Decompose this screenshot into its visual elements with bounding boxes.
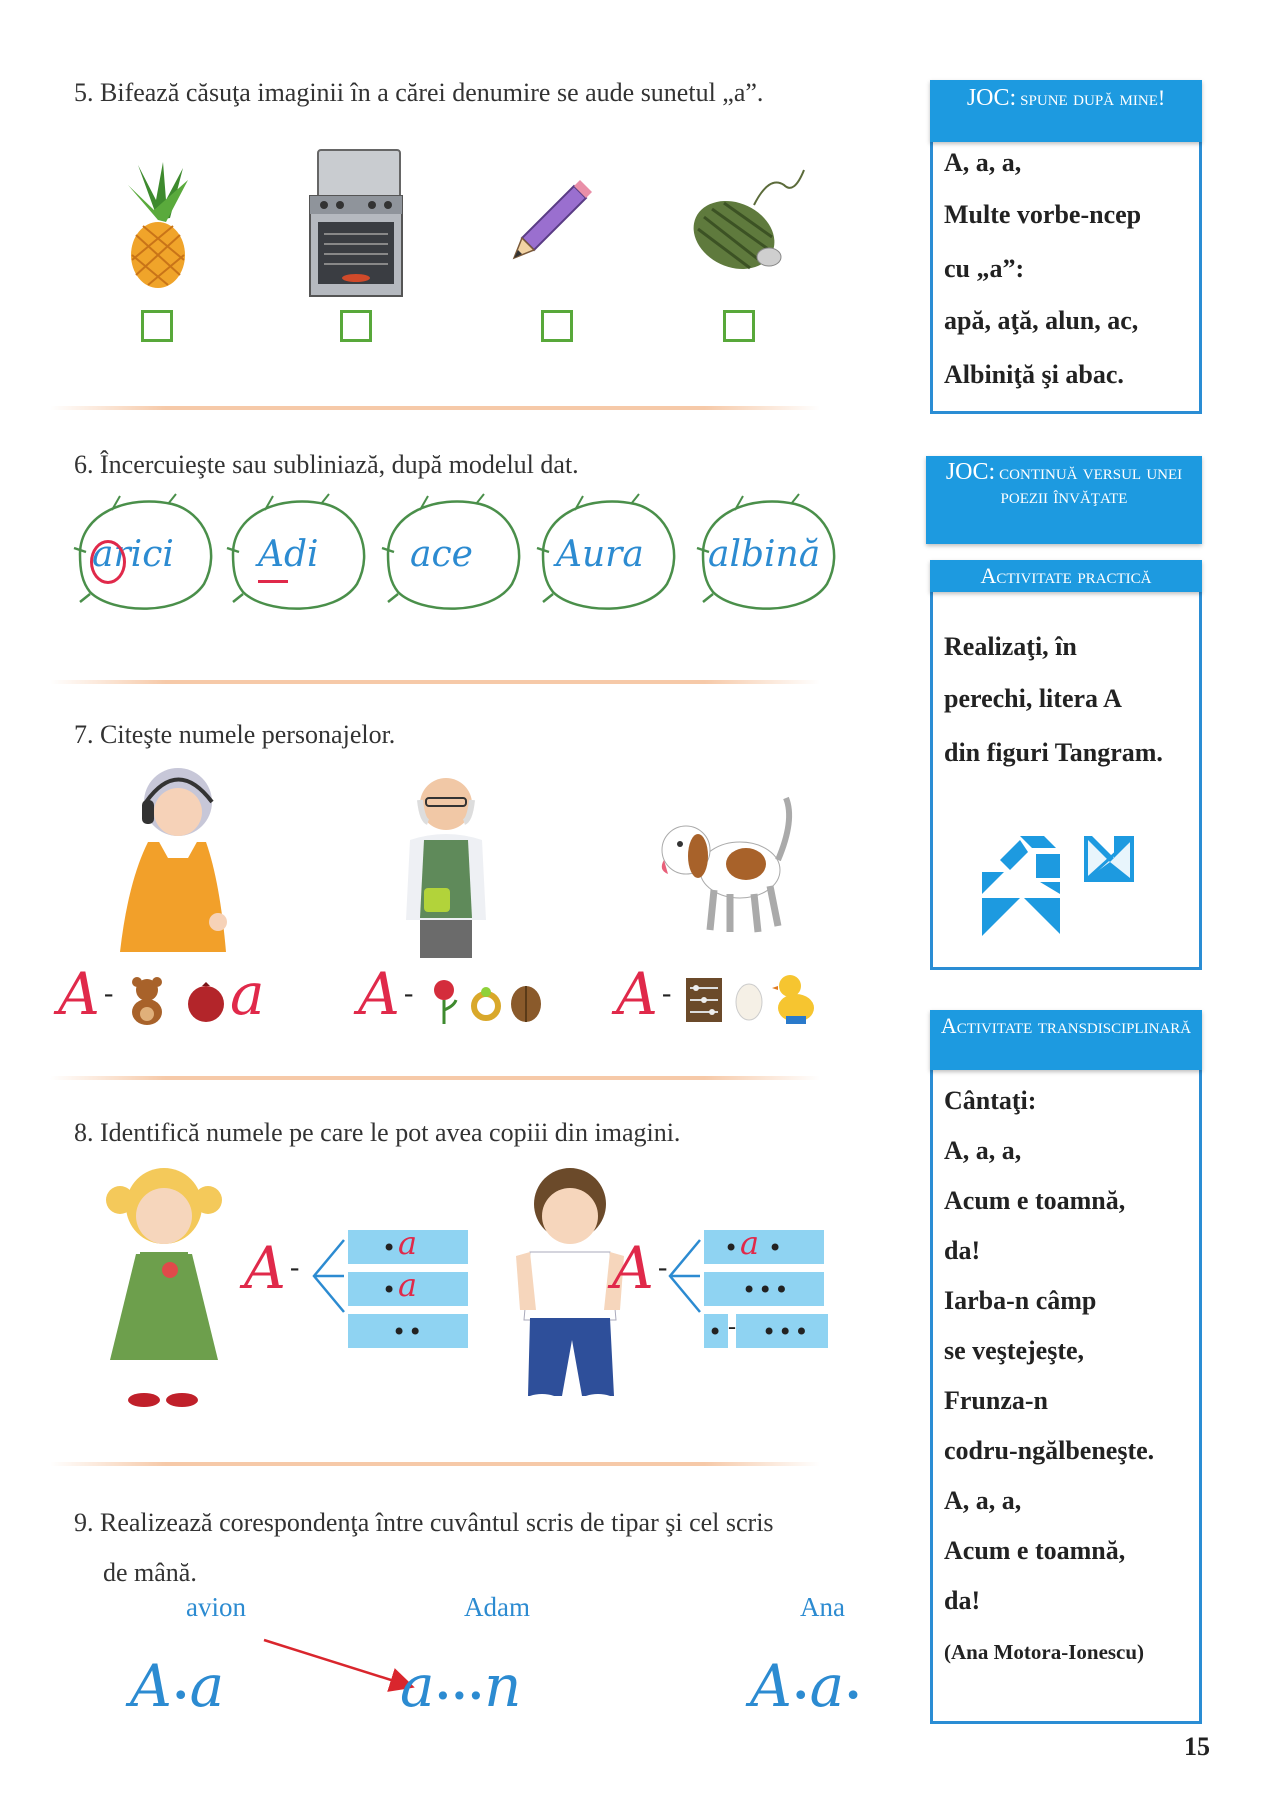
leaf-word-1: Adi <box>258 534 319 575</box>
panel3-line: da! <box>944 1586 981 1615</box>
dash: - <box>290 1252 300 1283</box>
girl-icon <box>100 1160 230 1410</box>
panel1-line: apă, aţă, alun, ac, <box>944 306 1139 335</box>
slot-letter: a <box>398 1224 418 1262</box>
ex7-tail-a: a <box>230 960 265 1028</box>
ex7-letter-A: A <box>616 960 658 1028</box>
ex8-boy-letter-A: A <box>612 1234 654 1302</box>
separator <box>50 1076 820 1080</box>
panel3-line: Frunza-n <box>944 1386 1048 1415</box>
panel2-line: Realizaţi, în <box>944 632 1077 661</box>
panel1-line: A, a, a, <box>944 148 1022 177</box>
print-word-ana: Ana <box>800 1592 845 1622</box>
rose-icon <box>424 978 464 1026</box>
page-number: 15 <box>1184 1732 1210 1761</box>
panel2-line: perechi, litera A <box>944 684 1122 713</box>
panel3-line: Acum e toamnă, <box>944 1536 1126 1565</box>
leaf-first-letter: a <box>92 534 114 575</box>
pomegranate-icon <box>184 982 228 1022</box>
slot-dots: • <box>708 1318 725 1346</box>
checkbox-yarn[interactable] <box>723 310 755 342</box>
leaf-word-4: albină <box>708 534 821 575</box>
name-slot-1 <box>704 1230 824 1264</box>
print-word-avion: avion <box>186 1592 246 1622</box>
slot-dots: ••• <box>742 1276 791 1304</box>
panel3-line: codru-ngălbeneşte. <box>944 1436 1155 1465</box>
checkbox-stove[interactable] <box>340 310 372 342</box>
panel1-line: Multe vorbe-ncep <box>944 200 1142 229</box>
yarn-icon <box>684 165 814 285</box>
match-arrow <box>260 1636 420 1696</box>
panel3-line: Iarba-n câmp <box>944 1286 1097 1315</box>
panel2-subtitle: Activitate practică <box>930 560 1202 592</box>
separator <box>50 1462 820 1466</box>
panel3-line: Acum e toamnă, <box>944 1186 1126 1215</box>
leaf-first-letter: A <box>556 534 582 575</box>
checkbox-pencil[interactable] <box>541 310 573 342</box>
ex7-letter-A: A <box>358 960 400 1028</box>
panel2-line: din figuri Tangram. <box>944 738 1163 767</box>
slot-dots: • <box>382 1276 399 1304</box>
panel2-title: JOC: continuă versul unei poezii învăţate <box>926 456 1202 544</box>
slot-dots: ••• <box>762 1318 811 1346</box>
slot-dots: • <box>382 1234 399 1262</box>
dash: - <box>728 1314 736 1340</box>
dash: - <box>658 1252 668 1283</box>
underline-mark <box>258 580 288 583</box>
teddy-bear-icon <box>124 976 170 1026</box>
leaf-first-letter: a <box>708 534 730 575</box>
stove-icon <box>306 148 406 298</box>
separator <box>50 680 820 684</box>
dash: - <box>104 978 114 1009</box>
leaf-word-3: Aura <box>556 534 644 575</box>
ex7-letter-A: A <box>58 960 100 1028</box>
duckling-icon <box>772 972 818 1026</box>
separator <box>50 406 820 410</box>
leaf-word-2: ace <box>410 534 473 575</box>
leaf-first-letter: a <box>410 534 432 575</box>
circle-mark <box>90 540 126 584</box>
panel3-author: (Ana Motora-Ionescu) <box>944 1640 1145 1664</box>
slot-letter: a <box>740 1224 760 1262</box>
ex8-title: 8. Identifică numele pe care le pot avea copiii din imagini. <box>74 1118 681 1147</box>
slot-dots: •• <box>392 1318 425 1346</box>
tangram-icon <box>980 832 1130 942</box>
panel3-line: A, a, a, <box>944 1486 1022 1515</box>
abacus-icon <box>684 976 724 1024</box>
pencil-icon <box>512 180 592 270</box>
dog-icon <box>650 790 800 940</box>
dash: - <box>404 978 414 1009</box>
cursive-word-1: A•a <box>130 1652 225 1720</box>
ex5-title: 5. Bifează căsuţa imaginii în a cărei denumire se aude sunetul „a”. <box>74 78 764 107</box>
print-word-adam: Adam <box>464 1592 530 1622</box>
cursive-word-3: A•a• <box>750 1652 862 1720</box>
branch-arrow-girl <box>308 1232 348 1342</box>
panel3-line: se veştejeşte, <box>944 1336 1085 1365</box>
egg-icon <box>734 980 764 1022</box>
slot-dots: • <box>724 1234 741 1262</box>
panel1-line: cu „a”: <box>944 254 1025 283</box>
ex9-title-line2: de mână. <box>103 1558 197 1587</box>
cursive-word-2: a•••n <box>400 1652 522 1720</box>
leaf-first-letter: A <box>258 534 284 575</box>
leaf-word-0: arici <box>92 534 174 575</box>
ex8-girl-letter-A: A <box>244 1234 286 1302</box>
ex6-title: 6. Încercuieşte sau subliniază, după modelul dat. <box>74 450 579 479</box>
panel3-line: A, a, a, <box>944 1136 1022 1165</box>
walnut-icon <box>508 984 544 1024</box>
grandpa-icon <box>386 770 506 960</box>
ring-icon <box>468 986 504 1022</box>
pineapple-icon <box>118 160 198 285</box>
panel3-title: Activitate transdisciplinară <box>930 1010 1202 1070</box>
ex9-title-line1: 9. Realizează corespondenţa între cuvântul scris de tipar şi cel scris <box>74 1508 774 1537</box>
panel1-line: Albiniţă şi abac. <box>944 360 1124 389</box>
slot-dots: • <box>768 1234 785 1262</box>
panel3-line: Cântaţi: <box>944 1086 1037 1115</box>
ex7-title: 7. Citeşte numele personajelor. <box>74 720 396 749</box>
dash: - <box>662 978 672 1009</box>
grandma-icon <box>108 762 238 962</box>
panel1-title: JOC: spune după mine! <box>930 80 1202 142</box>
branch-arrow-boy <box>664 1232 704 1342</box>
slot-letter: a <box>398 1266 418 1304</box>
panel3-line: da! <box>944 1236 981 1265</box>
checkbox-pineapple[interactable] <box>141 310 173 342</box>
